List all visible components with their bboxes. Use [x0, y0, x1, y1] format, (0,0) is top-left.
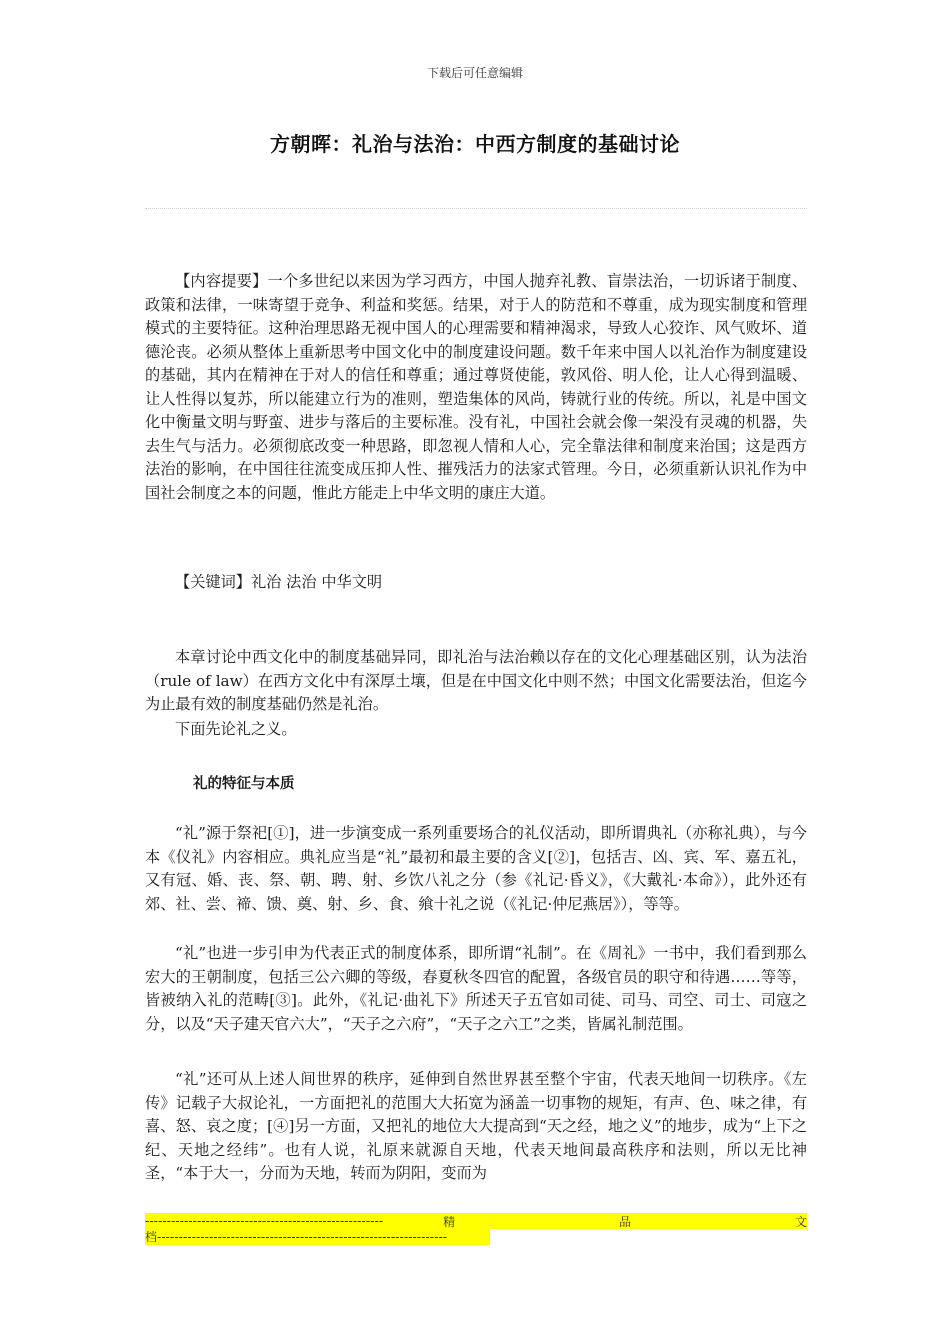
document-title: 方朝晖：礼治与法治：中西方制度的基础讨论 — [270, 132, 680, 156]
footer-char: 品 — [619, 1214, 632, 1229]
keywords-line: 【关键词】礼治 法治 中华文明 — [175, 573, 383, 591]
intro-transition: 下面先论礼之义。 — [175, 720, 297, 738]
footer-watermark-bar — [145, 1213, 807, 1245]
footer-dashes: ------------------------------------------------------- — [145, 1214, 384, 1228]
title-divider — [145, 208, 807, 209]
footer-line-1 — [145, 1213, 807, 1229]
footer-char: 精 — [443, 1214, 456, 1229]
footer-word — [383, 1213, 807, 1229]
body-paragraph: “礼”也进一步引申为代表正式的制度体系，即所谓“礼制”。在《周礼》一书中，我们看到那么宏大的王朝制度，包括三公六卿的等级，春夏秋冬四官的配置，各级官员的职守和待遇……等等，皆被纳入礼的范畴[③]。此外，《礼记·曲礼下》所述天子五官如司徒、司马、司空、司士、司寇之分，以及“天子建天官六大”，“天子之六府”，“天子之六工”之类，皆属礼制范围。 — [145, 944, 807, 1033]
abstract-paragraph: 【内容提要】一个多世纪以来因为学习西方，中国人抛弃礼教、盲崇法治，一切诉诸于制度、政策和法律，一味寄望于竞争、利益和奖惩。结果，对于人的防范和不尊重，成为现实制度和管理模式的主要特征。这种治理思路无视中国人的心理需要和精神渴求，导致人心狡诈、风气败坏、道德沦丧。必须从整体上重新思考中国文化中的制度建设问题。数千年来中国人以礼治作为制度建设的基础，其内在精神在于对人的信任和尊重；通过尊贤使能，敦风俗、明人伦，让人心得到温暖、让人性得以复苏，所以能建立行为的准则，塑造集体的风尚，铸就行业的传统。所以，礼是中国文化中衡量文明与野蛮、进步与落后的主要标准。没有礼，中国社会就会像一架没有灵魂的机器，失去生气与活力。必须彻底改变一种思路，即忽视人情和人心，完全靠法律和制度来治国；这是西方法治的影响，在中国往往流变成压抑人性、摧残活力的法家式管理。今日，必须重新认识礼作为中国社会制度之本的问题，惟此方能走上中华文明的康庄大道。 — [145, 272, 807, 502]
footer-char: 文 — [794, 1214, 807, 1229]
footer-line-2: 档------------------------------------------------------------------- — [145, 1229, 490, 1245]
header-note: 下载后可任意编辑 — [426, 66, 523, 80]
body-paragraph: “礼”源于祭祀[①]，进一步演变成一系列重要场合的礼仪活动，即所谓典礼（亦称礼典），与今本《仪礼》内容相应。典礼应当是“礼”最初和最主要的含义[②]，包括吉、凶、宾、军、嘉五礼，又有冠、婚、丧、祭、朝、聘、射、乡饮八礼之分（参《礼记·昏义》，《大戴礼·本命》），此外还有郊、社、尝、禘、馈、奠、射、乡、食、飨十礼之说（《礼记·仲尼燕居》），等等。 — [145, 824, 807, 913]
intro-paragraph: 本章讨论中西文化中的制度基础异同，即礼治与法治赖以存在的文化心理基础区别，认为法治（rule of law）在西方文化中有深厚土壤，但是在中国文化中则不然；中国文化需要法治，但迄今为止最有效的制度基础仍然是礼治。 — [145, 648, 807, 713]
section-heading: 礼的特征与本质 — [193, 776, 295, 792]
body-paragraph: “礼”还可从上述人间世界的秩序，延伸到自然世界甚至整个宇宙，代表天地间一切秩序。《左传》记载子大叔论礼，一方面把礼的范围大大拓宽为涵盖一切事物的规矩，有声、色、味之律，有喜、怒、哀之度；[④]另一方面，又把礼的地位大大提高到“天之经，地之义”的地步，成为“上下之纪、天地之经纬”。也有人说，礼原来就源自天地，代表天地间最高秩序和法则，所以无比神圣，“本于大一，分而为天地，转而为阴阳，变而为 — [145, 1070, 807, 1182]
